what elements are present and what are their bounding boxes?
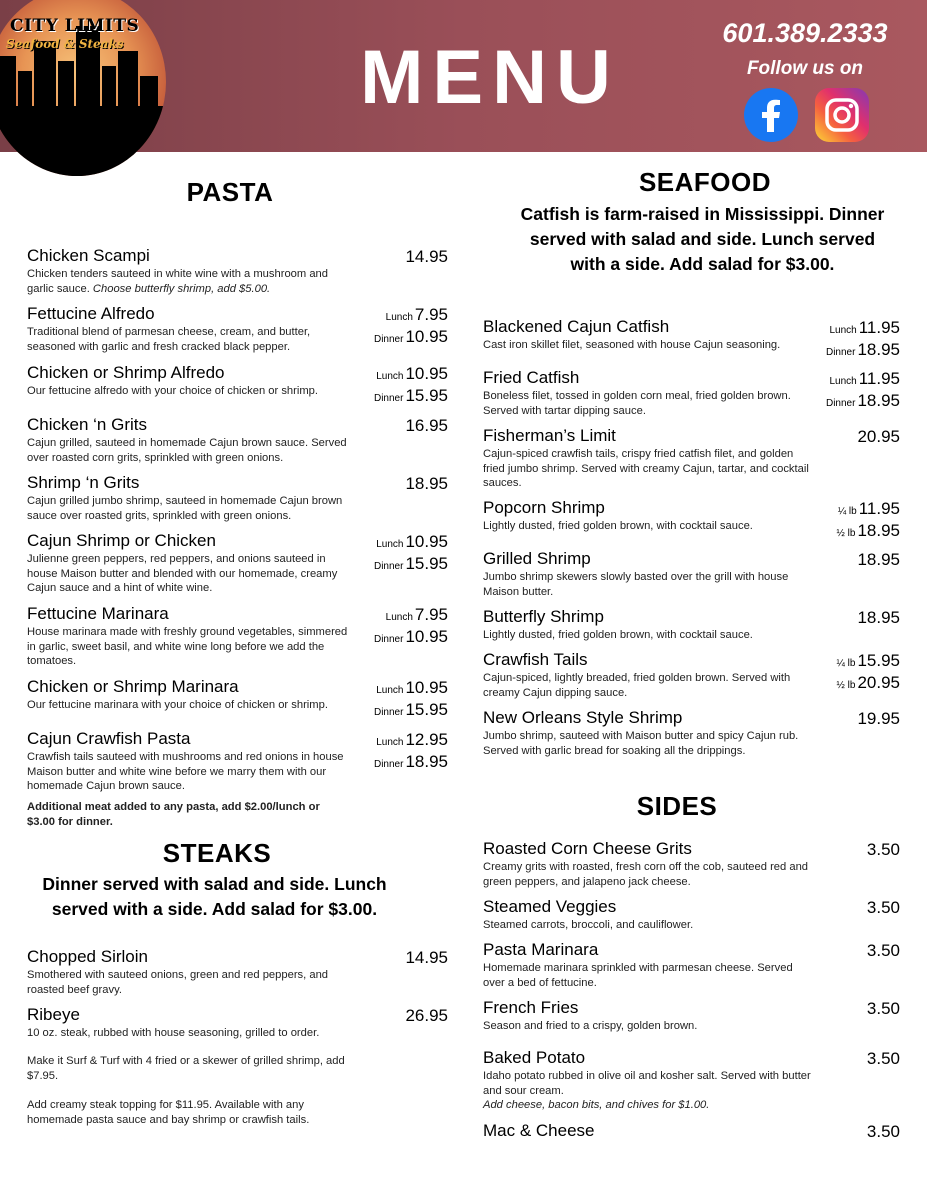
item-desc: Smothered with sauteed onions, green and red peppers, and roasted beef gravy.	[27, 969, 329, 996]
item-price: Dinner 18.95	[825, 340, 900, 359]
item-name: Roasted Corn Cheese Grits	[483, 839, 692, 858]
item-price: ¼ lb 11.95	[837, 499, 900, 518]
menu-item	[483, 425, 813, 491]
item-name: Crawfish Tails	[483, 650, 588, 669]
menu-item	[483, 606, 813, 643]
item-name: New Orleans Style Shrimp	[483, 708, 683, 727]
item-price: 3.50	[866, 1049, 900, 1068]
item-price: Lunch 10.95	[376, 678, 448, 697]
header-banner	[0, 0, 927, 152]
menu-item	[27, 728, 357, 794]
item-name: Popcorn Shrimp	[483, 498, 605, 517]
item-desc: Lightly dusted, fried golden brown, with cocktail sauce.	[483, 520, 753, 532]
item-price: 14.95	[405, 948, 448, 967]
menu-item	[483, 896, 813, 933]
item-desc: Homemade marinara sprinkled with parmesan cheese. Served over a bed of fettucine.	[483, 962, 793, 989]
menu-item	[483, 707, 813, 758]
item-name: Butterfly Shrimp	[483, 607, 604, 626]
item-desc: Chicken tenders sauteed in white wine with a mushroom and garlic sauce. Choose butterfly shrimp, add $5.00.	[27, 268, 328, 295]
menu-item	[27, 472, 357, 523]
follow-us-label: Follow us on	[746, 58, 864, 79]
item-desc: Cajun-spiced, lightly breaded, fried golden brown. Served with creamy Cajun dipping sauce.	[483, 672, 791, 699]
item-desc: Traditional blend of parmesan cheese, cream, and butter, seasoned with garlic and fresh cracked black pepper.	[27, 326, 311, 353]
menu-item	[483, 548, 813, 599]
item-name: Shrimp ‘n Grits	[27, 473, 140, 492]
item-desc: Crawfish tails sauteed with mushrooms and red onions in house Maison butter and white wine before we marry them with our homemade Cajun brown sauce.	[27, 751, 344, 792]
logo-title: CITY LIMITS	[10, 16, 140, 36]
item-price: 3.50	[866, 941, 900, 960]
phone-number[interactable]: 601.389.2333	[722, 18, 888, 48]
menu-item	[483, 316, 813, 353]
item-name: Blackened Cajun Catfish	[483, 317, 670, 336]
item-name: Chicken or Shrimp Marinara	[27, 677, 239, 696]
item-name: Chicken Scampi	[27, 246, 150, 265]
item-price: 19.95	[857, 709, 900, 728]
seafood-note: Catfish is farm-raised in Mississippi. Dinner served with salad and side. Lunch served with a side. Add salad for $3.00.	[520, 204, 885, 274]
item-price: ¼ lb 15.95	[836, 651, 900, 670]
item-desc: Our fettucine marinara with your choice of chicken or shrimp.	[27, 699, 328, 711]
steaks-extra-topping: Add creamy steak topping for $11.95. Available with any homemade pasta sauce and bay shrimp or crawfish tails.	[27, 1099, 310, 1126]
item-price: 20.95	[857, 427, 900, 446]
item-desc: Our fettucine alfredo with your choice of chicken or shrimp.	[27, 385, 319, 397]
menu-item	[483, 1120, 813, 1141]
item-price: Lunch 7.95	[385, 605, 448, 624]
item-desc: Lightly dusted, fried golden brown, with cocktail sauce.	[483, 629, 753, 641]
menu-item	[27, 530, 357, 596]
item-price: Lunch 11.95	[829, 369, 900, 388]
item-price: ½ lb 20.95	[836, 673, 900, 692]
item-name: Fried Catfish	[483, 368, 580, 387]
sides-title: SIDES	[636, 791, 718, 821]
item-price: 18.95	[405, 474, 448, 493]
item-price: Dinner 18.95	[825, 391, 900, 410]
item-name: Mac & Cheese	[483, 1121, 595, 1140]
instagram-icon[interactable]	[815, 88, 869, 142]
item-name: Baked Potato	[483, 1048, 586, 1067]
menu-item	[483, 939, 813, 990]
menu-item	[27, 303, 357, 354]
item-desc: Cajun-spiced crawfish tails, crispy fried catfish filet, and golden fried jumbo shrimp. Served with creamy Cajun, tartar, and cocktail sauces.	[483, 448, 809, 489]
menu-title: MENU	[360, 35, 620, 120]
item-price: 18.95	[857, 608, 900, 627]
item-desc: Idaho potato rubbed in olive oil and kosher salt. Served with butter and sour cream. Add cheese, bacon bits, and chives for $1.00.	[483, 1070, 811, 1111]
logo-subtitle: Seafood & Steaks	[6, 37, 124, 51]
item-desc: Jumbo shrimp, sauteed with Maison butter and spicy Cajun rub. Served with garlic bread for soaking all the drippings.	[483, 730, 799, 757]
item-desc: Steamed carrots, broccoli, and cauliflower.	[483, 919, 694, 931]
item-price: Lunch 7.95	[385, 305, 448, 324]
item-name: Pasta Marinara	[483, 940, 599, 959]
item-price: Lunch 12.95	[376, 730, 448, 749]
item-price: 3.50	[866, 840, 900, 859]
item-desc: Boneless filet, tossed in golden corn meal, fried golden brown. Served with tartar dipping sauce.	[483, 390, 791, 417]
menu-item	[483, 649, 813, 700]
steaks-extra-surf-turf: Make it Surf & Turf with 4 fried or a skewer of grilled shrimp, add $7.95.	[27, 1055, 345, 1082]
item-price: Dinner 10.95	[373, 327, 448, 346]
menu-item	[27, 245, 357, 296]
item-price: 3.50	[866, 999, 900, 1018]
menu-item	[27, 603, 357, 669]
menu-item	[27, 676, 357, 713]
menu-item	[483, 1047, 813, 1113]
item-price: Dinner 18.95	[373, 752, 448, 771]
item-price: Dinner 15.95	[373, 386, 448, 405]
item-desc: Creamy grits with roasted, fresh corn off the cob, sauteed red and green peppers, and jalapeno jack cheese.	[483, 861, 809, 888]
facebook-icon[interactable]	[744, 88, 798, 142]
pasta-footnote: Additional meat added to any pasta, add $2.00/lunch or $3.00 for dinner.	[27, 801, 320, 828]
item-price: Dinner 10.95	[373, 627, 448, 646]
item-desc: Cast iron skillet filet, seasoned with house Cajun seasoning.	[483, 339, 781, 351]
item-name: Cajun Crawfish Pasta	[27, 729, 191, 748]
item-price: 3.50	[866, 898, 900, 917]
item-price: 26.95	[405, 1006, 448, 1025]
menu-item	[483, 838, 813, 889]
item-price: 3.50	[866, 1122, 900, 1141]
menu-item	[483, 367, 813, 418]
item-name: Fettucine Alfredo	[27, 304, 155, 323]
menu-item	[483, 497, 813, 534]
item-desc: Cajun grilled jumbo shrimp, sauteed in homemade Cajun brown sauce over roasted grits, sprinkled with green onions.	[27, 495, 343, 522]
item-name: Chicken ‘n Grits	[27, 415, 147, 434]
seafood-title: SEAFOOD	[638, 167, 772, 197]
item-desc: Season and fried to a crispy, golden brown.	[483, 1020, 698, 1032]
item-price: Dinner 15.95	[373, 554, 448, 573]
menu-item	[27, 362, 357, 399]
item-name: Chicken or Shrimp Alfredo	[27, 363, 225, 382]
item-name: Fettucine Marinara	[27, 604, 169, 623]
item-name: French Fries	[483, 998, 579, 1017]
menu-item	[27, 414, 357, 465]
item-price: Lunch 10.95	[376, 532, 448, 551]
item-desc: 10 oz. steak, rubbed with house seasoning, grilled to order.	[27, 1027, 320, 1039]
item-price: Lunch 11.95	[829, 318, 900, 337]
menu-item	[27, 1004, 357, 1041]
item-price: 14.95	[405, 247, 448, 266]
item-name: Fisherman’s Limit	[483, 426, 616, 445]
pasta-title: PASTA	[186, 177, 274, 207]
item-desc: Julienne green peppers, red peppers, and onions sauteed in house Maison butter and blended with our homemade, creamy Cajun sauce and a hint of white wine.	[27, 553, 338, 594]
item-price: 18.95	[857, 550, 900, 569]
item-desc: Jumbo shrimp skewers slowly basted over the grill with house Maison butter.	[483, 571, 789, 598]
item-name: Steamed Veggies	[483, 897, 617, 916]
item-price: Dinner 15.95	[373, 700, 448, 719]
item-desc: House marinara made with freshly ground vegetables, simmered in garlic, sweet basil, and white wine long before we add the tomatoes.	[27, 626, 348, 667]
steaks-note: Dinner served with salad and side. Lunch served with a side. Add salad for $3.00.	[42, 874, 387, 919]
item-name: Cajun Shrimp or Chicken	[27, 531, 216, 550]
item-price: 16.95	[405, 416, 448, 435]
menu-item	[27, 946, 357, 997]
item-name: Grilled Shrimp	[483, 549, 591, 568]
item-name: Chopped Sirloin	[27, 947, 148, 966]
steaks-title: STEAKS	[162, 838, 272, 868]
item-price: Lunch 10.95	[376, 364, 448, 383]
item-desc: Cajun grilled, sauteed in homemade Cajun brown sauce. Served over roasted corn grits, sprinkled with green onions.	[27, 437, 347, 464]
item-name: Ribeye	[27, 1005, 80, 1024]
menu-item	[483, 997, 813, 1034]
item-price: ½ lb 18.95	[836, 521, 900, 540]
